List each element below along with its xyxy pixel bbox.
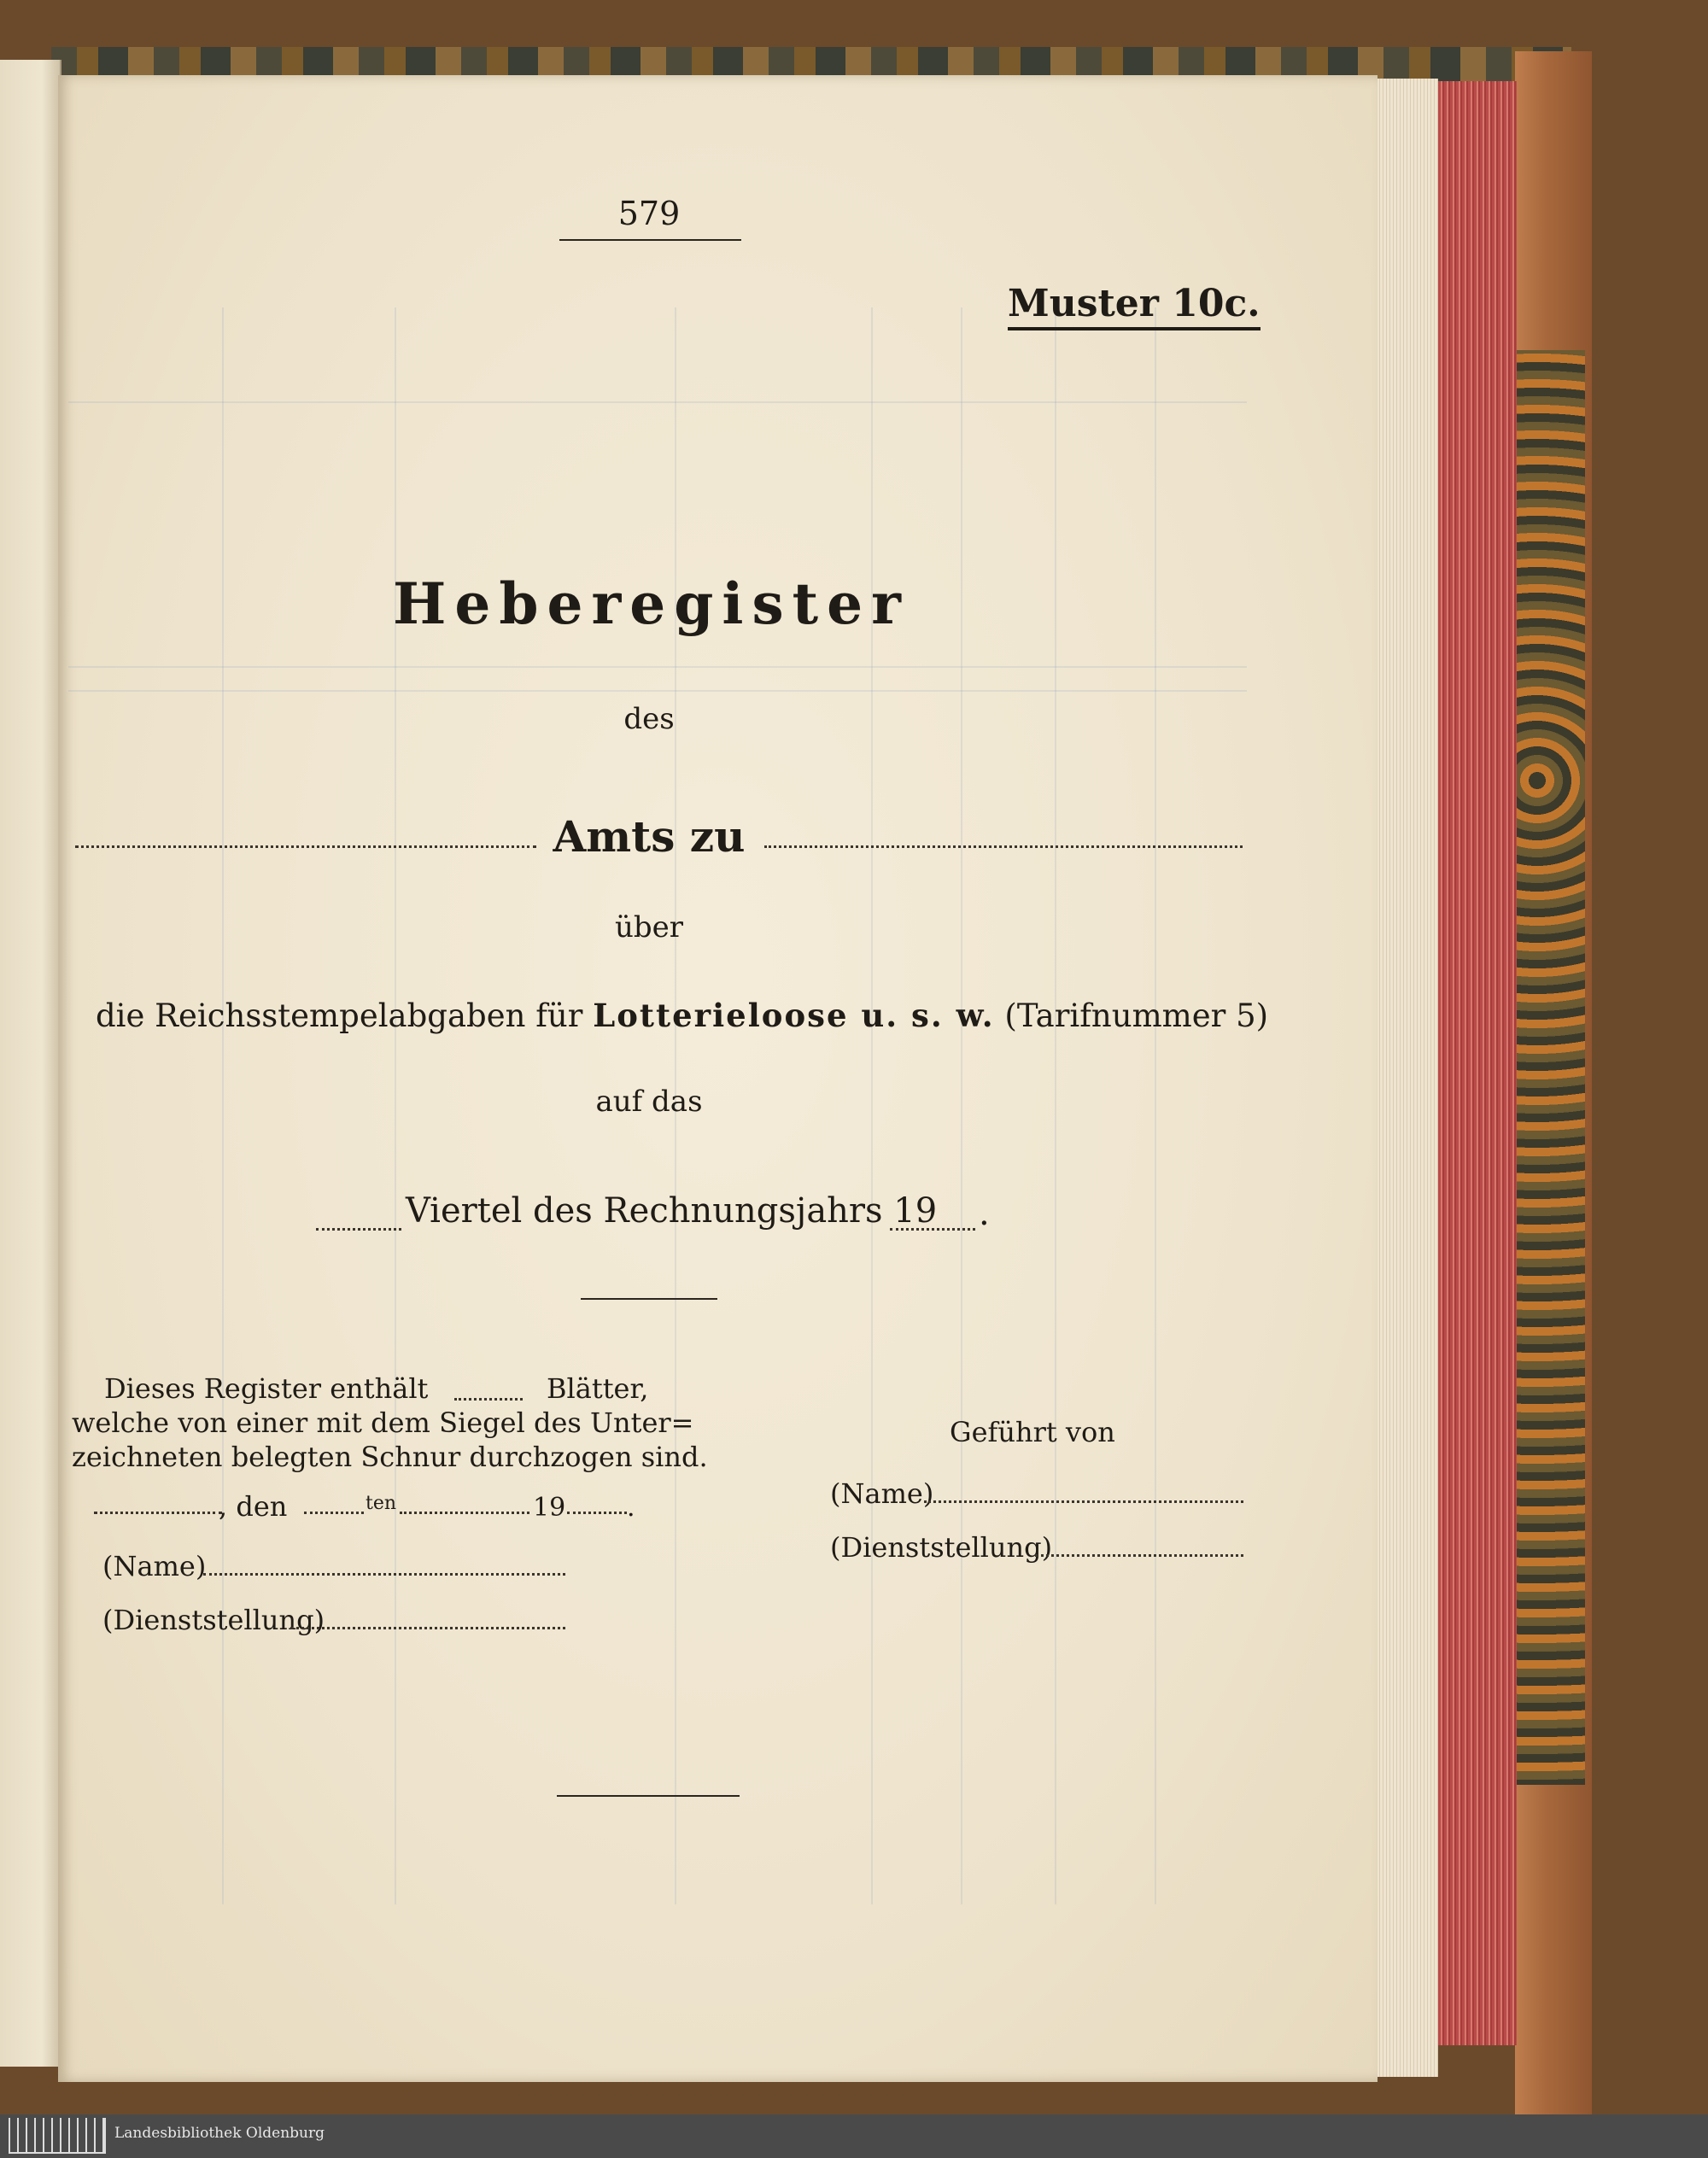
left-line3: zeichneten belegten Schnur durchzogen sind. bbox=[72, 1441, 708, 1473]
page-stack bbox=[1377, 79, 1438, 2077]
day-blank bbox=[304, 1512, 364, 1514]
left-name-blank bbox=[203, 1573, 565, 1576]
right-name-blank bbox=[924, 1500, 1243, 1503]
text-auf-das: auf das bbox=[595, 1085, 703, 1119]
footer-text: Landesbibliothek Oldenburg bbox=[114, 2125, 325, 2142]
document-title: Heberegister bbox=[393, 570, 910, 637]
blaetter-blank bbox=[454, 1398, 523, 1401]
subject-bold: Lotterieloose u. s. w. bbox=[593, 997, 995, 1034]
document-page bbox=[58, 75, 1378, 2082]
amt-blank-left bbox=[75, 845, 536, 848]
left-dienst-blank bbox=[290, 1627, 565, 1629]
month-blank bbox=[400, 1512, 529, 1514]
subject-suffix: (Tarifnummer 5) bbox=[1004, 997, 1269, 1034]
marbled-cover bbox=[1517, 350, 1585, 1785]
right-dienst-blank bbox=[1035, 1554, 1243, 1557]
page-number: 579 bbox=[617, 195, 681, 232]
text-ueber: über bbox=[614, 910, 684, 944]
viertel-blank-left bbox=[316, 1228, 401, 1231]
text-des: des bbox=[623, 702, 675, 736]
bottom-rule bbox=[557, 1795, 740, 1797]
left-dienst-label: (Dienststellung) bbox=[102, 1604, 325, 1636]
left-page-edge bbox=[0, 60, 61, 2067]
viertel-end-dot: . bbox=[979, 1194, 990, 1233]
text-den: , den bbox=[219, 1490, 288, 1523]
left-name-label: (Name) bbox=[102, 1550, 207, 1582]
text-ten: ten bbox=[366, 1493, 397, 1514]
year-blank bbox=[567, 1512, 627, 1514]
text-year: 19 bbox=[533, 1493, 566, 1523]
red-page-edges bbox=[1438, 81, 1517, 2045]
page-number-rule bbox=[559, 239, 741, 241]
left-line1-b: Blätter, bbox=[547, 1372, 649, 1405]
left-line2: welche von einer mit dem Siegel des Unter= bbox=[72, 1407, 694, 1439]
text-viertel: Viertel des Rechnungsjahrs 19 bbox=[406, 1191, 938, 1231]
left-end-dot: . bbox=[627, 1493, 635, 1523]
text-amts-zu: Amts zu bbox=[553, 811, 746, 862]
place-blank bbox=[94, 1512, 222, 1514]
viertel-blank-right bbox=[890, 1228, 975, 1231]
amt-blank-right bbox=[764, 845, 1243, 848]
form-label: Muster 10c. bbox=[1008, 282, 1261, 330]
right-dienst-label: (Dienststellung) bbox=[830, 1531, 1053, 1564]
left-line1-a: Dieses Register enthält bbox=[104, 1372, 429, 1405]
subject-prefix: die Reichsstempelabgaben für bbox=[96, 997, 583, 1034]
library-logo-icon bbox=[9, 2118, 106, 2154]
right-name-label: (Name) bbox=[830, 1477, 934, 1510]
subject-line bbox=[96, 997, 1268, 1034]
right-gefuehrt: Geführt von bbox=[950, 1416, 1115, 1448]
separator-rule bbox=[581, 1298, 717, 1300]
